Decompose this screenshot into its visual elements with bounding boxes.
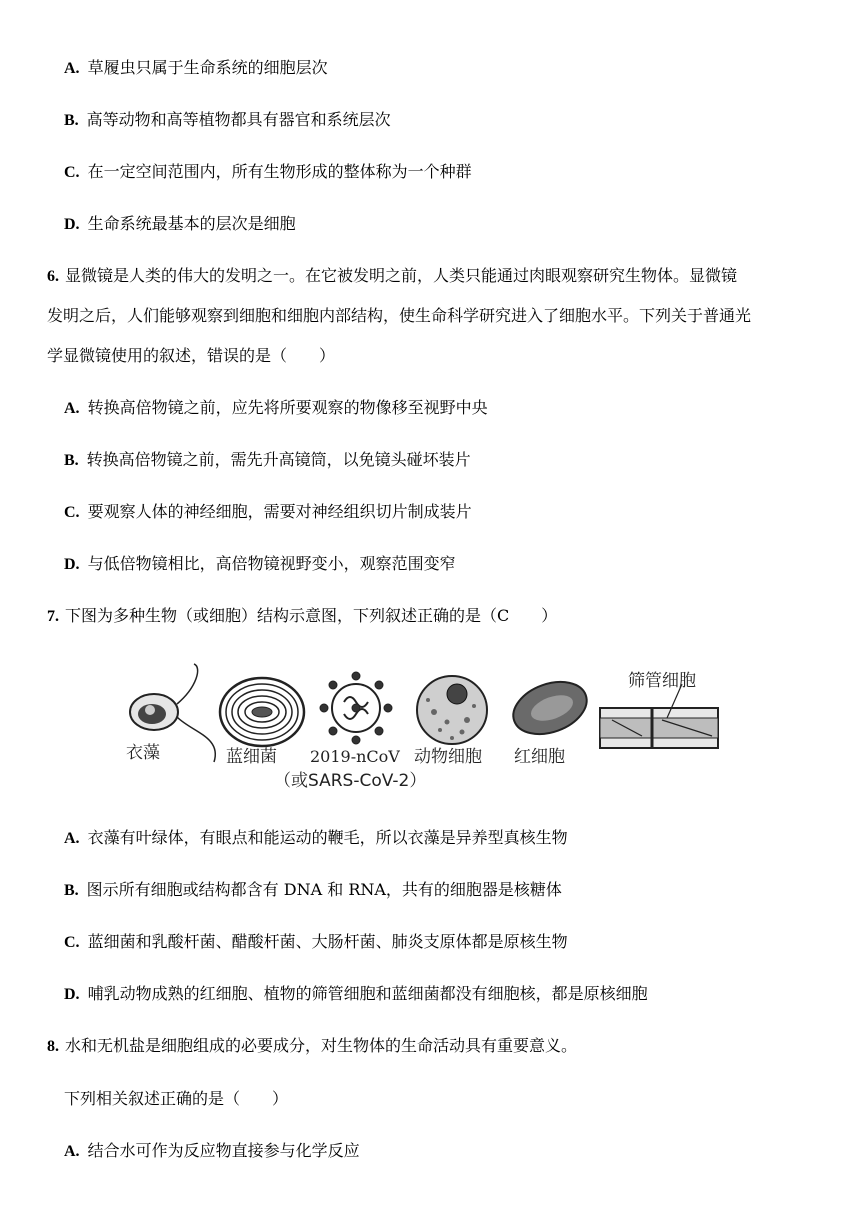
q5-option-a bbox=[64, 58, 328, 79]
label-red-blood-cell: 红细胞 bbox=[514, 747, 565, 767]
option-text: 结合水可作为反应物直接参与化学反应 bbox=[87, 1141, 360, 1160]
option-text: 要观察人体的神经细胞，需要对神经组织切片制成装片 bbox=[87, 502, 472, 521]
question-number: 7. bbox=[47, 608, 59, 625]
question-number: 8. bbox=[47, 1038, 59, 1055]
q8-stem-text: 水和无机盐是细胞组成的必要成分，对生物体的生命活动具有重要意义。 bbox=[65, 1036, 578, 1055]
q5-option-b bbox=[64, 110, 391, 131]
option-label: C. bbox=[64, 164, 80, 181]
option-text: 哺乳动物成熟的红细胞、植物的筛管细胞和蓝细菌都没有细胞核，都是原核细胞 bbox=[87, 984, 648, 1003]
q6-option-d bbox=[64, 554, 456, 575]
q7-stem bbox=[47, 606, 557, 627]
cyanobacteria-illustration bbox=[220, 678, 304, 746]
option-text: 转换高倍物镜之前，需先升高镜筒，以免镜头碰坏装片 bbox=[86, 450, 471, 469]
label-cyanobacteria: 蓝细菌 bbox=[226, 747, 277, 767]
option-label: B. bbox=[64, 882, 79, 899]
q5-option-c bbox=[64, 162, 472, 183]
label-sieve-tube: 筛管细胞 bbox=[628, 671, 696, 691]
option-text: 衣藻有叶绿体，有眼点和能运动的鞭毛，所以衣藻是异养型真核生物 bbox=[87, 828, 568, 847]
option-text: 图示所有细胞或结构都含有 DNA 和 RNA，共有的细胞器是核糖体 bbox=[86, 880, 562, 899]
question-number: 6. bbox=[47, 268, 59, 285]
option-text: 在一定空间范围内，所有生物形成的整体称为一个种群 bbox=[87, 162, 472, 181]
q8-stem bbox=[47, 1036, 577, 1057]
option-label: A. bbox=[64, 60, 80, 77]
option-label: A. bbox=[64, 830, 80, 847]
q8-option-a bbox=[64, 1141, 360, 1162]
label-chlamydomonas: 衣藻 bbox=[126, 743, 160, 763]
option-label: B. bbox=[64, 452, 79, 469]
q6-option-c bbox=[64, 502, 472, 523]
label-animal-cell: 动物细胞 bbox=[414, 747, 482, 767]
q6-stem-line-3: 学显微镜使用的叙述，错误的是（ ） bbox=[47, 346, 336, 365]
option-label: A. bbox=[64, 1143, 80, 1160]
q6-stem-line-1 bbox=[47, 266, 737, 287]
q6-option-a bbox=[64, 398, 488, 419]
option-label: D. bbox=[64, 556, 80, 573]
coronavirus-illustration bbox=[320, 672, 392, 744]
option-label: C. bbox=[64, 504, 80, 521]
animal-cell-illustration bbox=[417, 676, 487, 744]
q6-stem-line-2: 发明之后，人们能够观察到细胞和细胞内部结构，使生命科学研究进入了细胞水平。下列关于普通光 bbox=[47, 306, 752, 325]
q7-stem-text: 下图为多种生物（或细胞）结构示意图，下列叙述正确的是（C ） bbox=[65, 606, 558, 625]
option-text: 蓝细菌和乳酸杆菌、醋酸杆菌、大肠杆菌、肺炎支原体都是原核生物 bbox=[87, 932, 568, 951]
q7-option-d bbox=[64, 984, 648, 1005]
cell-structures-figure bbox=[122, 662, 722, 802]
option-text: 草履虫只属于生命系统的细胞层次 bbox=[87, 58, 328, 77]
q6-stem-text-1: 显微镜是人类的伟大的发明之一。在它被发明之前，人类只能通过肉眼观察研究生物体。显微镜 bbox=[65, 266, 738, 285]
q7-option-a bbox=[64, 828, 568, 849]
q7-option-b bbox=[64, 880, 562, 901]
sieve-tube-illustration bbox=[600, 684, 718, 748]
option-text: 生命系统最基本的层次是细胞 bbox=[87, 214, 296, 233]
label-virus: 2019-nCoV bbox=[310, 747, 400, 766]
option-label: C. bbox=[64, 934, 80, 951]
red-blood-cell-illustration bbox=[506, 672, 594, 743]
option-text: 与低倍物镜相比，高倍物镜视野变小，观察范围变窄 bbox=[87, 554, 456, 573]
option-label: D. bbox=[64, 986, 80, 1003]
q5-option-d bbox=[64, 214, 296, 235]
option-label: B. bbox=[64, 112, 79, 129]
option-label: A. bbox=[64, 400, 80, 417]
option-text: 高等动物和高等植物都具有器官和系统层次 bbox=[86, 110, 391, 129]
q7-option-c bbox=[64, 932, 568, 953]
option-label: D. bbox=[64, 216, 80, 233]
q6-option-b bbox=[64, 450, 471, 471]
label-virus-alt: （或SARS-CoV-2） bbox=[274, 771, 427, 791]
option-text: 转换高倍物镜之前，应先将所要观察的物像移至视野中央 bbox=[87, 398, 488, 417]
q8-stem-line-2: 下列相关叙述正确的是（ ） bbox=[64, 1089, 289, 1108]
